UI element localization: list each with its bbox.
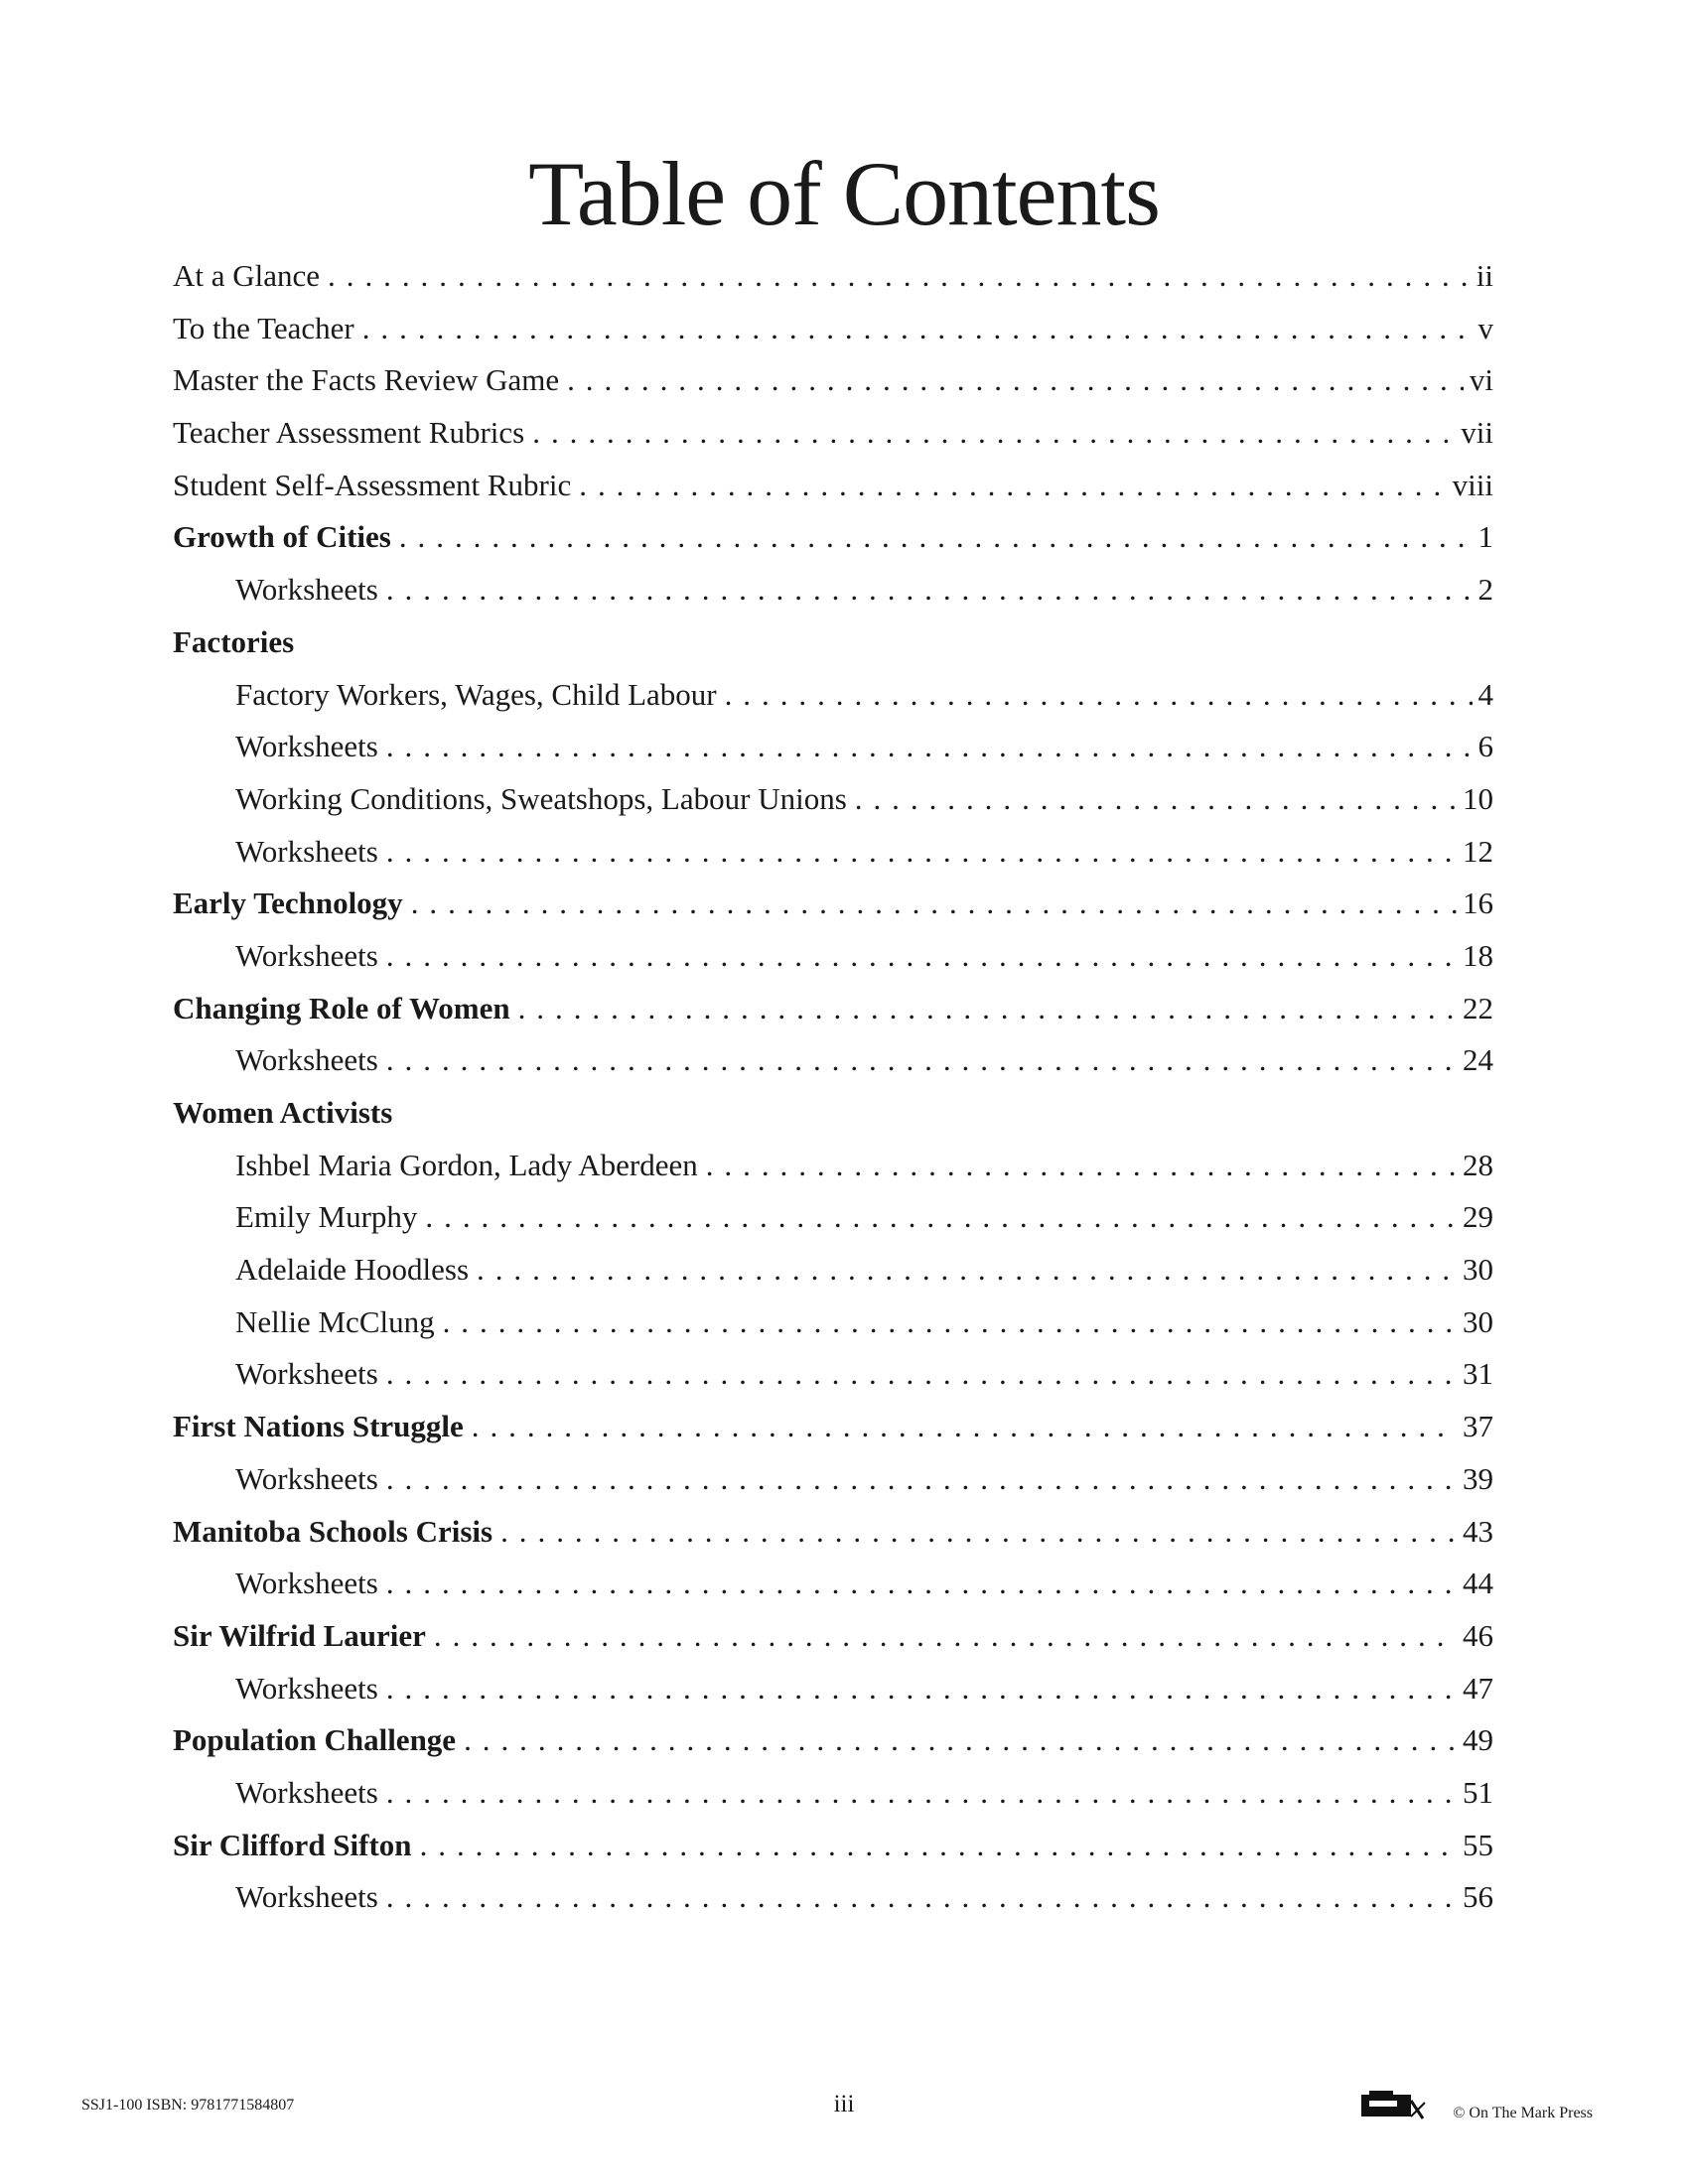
toc-entry-page: ii bbox=[1476, 258, 1493, 293]
toc-entry bbox=[173, 1767, 1493, 1820]
toc-entry-page: 47 bbox=[1463, 1670, 1493, 1706]
dot-leader bbox=[386, 1034, 1457, 1087]
toc-entry bbox=[173, 354, 1493, 407]
dot-leader bbox=[411, 878, 1457, 930]
dot-leader bbox=[725, 669, 1473, 722]
toc-entry bbox=[173, 773, 1493, 826]
dot-leader bbox=[434, 1610, 1457, 1663]
page-title: Table of Contents bbox=[528, 143, 1160, 244]
toc-entry-page: 2 bbox=[1477, 572, 1493, 608]
toc-entry-page: 6 bbox=[1477, 729, 1493, 764]
toc-entry-page: 31 bbox=[1463, 1356, 1493, 1392]
toc-entry-page: 16 bbox=[1463, 886, 1493, 921]
toc-entry-label: To the Teacher bbox=[173, 310, 354, 345]
dot-leader bbox=[386, 1663, 1457, 1715]
toc-entry-label: Worksheets bbox=[235, 1879, 378, 1915]
toc-entry bbox=[173, 1087, 1493, 1140]
press-logo-icon bbox=[1359, 2089, 1439, 2122]
toc-entry-page: 56 bbox=[1463, 1879, 1493, 1915]
toc-entry-label: Growth of Cities bbox=[173, 519, 391, 555]
dot-leader bbox=[579, 460, 1446, 512]
dot-leader bbox=[477, 1244, 1457, 1297]
toc-entry-label: Women Activists bbox=[173, 1095, 393, 1130]
toc-entry bbox=[173, 669, 1493, 722]
toc-entry-label: Manitoba Schools Crisis bbox=[173, 1513, 493, 1549]
toc-entry-page: 1 bbox=[1477, 519, 1493, 555]
dot-leader bbox=[386, 564, 1473, 616]
toc-entry-page: 29 bbox=[1463, 1199, 1493, 1235]
toc-entry-label: Worksheets bbox=[235, 937, 378, 973]
toc-entry-label: Worksheets bbox=[235, 1670, 378, 1706]
toc-entry-label: Master the Facts Review Game bbox=[173, 362, 560, 398]
toc-entry bbox=[173, 983, 1493, 1035]
toc-entry bbox=[173, 1610, 1493, 1663]
toc-entry-label: Sir Clifford Sifton bbox=[173, 1827, 412, 1862]
dot-leader bbox=[386, 721, 1473, 773]
toc-entry bbox=[173, 930, 1493, 983]
dot-leader bbox=[464, 1714, 1457, 1767]
dot-leader bbox=[532, 407, 1455, 460]
dot-leader bbox=[386, 1558, 1457, 1610]
toc-entry-label: First Nations Struggle bbox=[173, 1409, 464, 1444]
toc-entry-label: Worksheets bbox=[235, 729, 378, 764]
footer-copyright: © On The Mark Press bbox=[1453, 2105, 1593, 2121]
toc-entry-label: Factory Workers, Wages, Child Labour bbox=[235, 676, 717, 712]
dot-leader bbox=[386, 1767, 1457, 1820]
toc-entry bbox=[173, 564, 1493, 616]
toc-entry-label: Worksheets bbox=[235, 1566, 378, 1601]
toc-entry bbox=[173, 1506, 1493, 1559]
toc-entry bbox=[173, 1714, 1493, 1767]
toc-entry-page: 37 bbox=[1463, 1409, 1493, 1444]
toc-entry-label: Worksheets bbox=[235, 1460, 378, 1496]
dot-leader bbox=[472, 1401, 1457, 1453]
toc-entry-page: 30 bbox=[1463, 1252, 1493, 1288]
dot-leader bbox=[386, 1453, 1457, 1506]
dot-leader bbox=[443, 1297, 1457, 1349]
table-of-contents bbox=[173, 250, 1493, 1924]
toc-entry-label: Worksheets bbox=[235, 833, 378, 869]
toc-entry bbox=[173, 1348, 1493, 1401]
dot-leader bbox=[386, 826, 1457, 879]
toc-entry-page: 12 bbox=[1463, 833, 1493, 869]
toc-entry-page: 22 bbox=[1463, 990, 1493, 1025]
toc-entry-page: v bbox=[1477, 310, 1493, 345]
footer-isbn: SSJ1-100 ISBN: 9781771584807 bbox=[81, 2097, 295, 2114]
toc-entry bbox=[173, 1820, 1493, 1872]
toc-entry-page: 46 bbox=[1463, 1617, 1493, 1653]
toc-entry-page: 18 bbox=[1463, 937, 1493, 973]
toc-entry-page: 49 bbox=[1463, 1722, 1493, 1758]
footer-publisher bbox=[1359, 2097, 1593, 2130]
toc-entry bbox=[173, 721, 1493, 773]
dot-leader bbox=[399, 511, 1473, 564]
dot-leader bbox=[420, 1820, 1457, 1872]
toc-entry bbox=[173, 1034, 1493, 1087]
toc-entry-page: 24 bbox=[1463, 1042, 1493, 1078]
toc-entry-label: Adelaide Hoodless bbox=[235, 1252, 470, 1288]
toc-entry bbox=[173, 250, 1493, 303]
dot-leader bbox=[500, 1506, 1457, 1559]
dot-leader bbox=[386, 930, 1457, 983]
toc-entry-page: 28 bbox=[1463, 1147, 1493, 1182]
dot-leader bbox=[386, 1871, 1457, 1924]
toc-entry-label: Worksheets bbox=[235, 572, 378, 608]
toc-entry-page: 39 bbox=[1463, 1460, 1493, 1496]
dot-leader bbox=[425, 1191, 1457, 1244]
footer-page-number: iii bbox=[833, 2091, 855, 2117]
toc-entry-label: Sir Wilfrid Laurier bbox=[173, 1617, 426, 1653]
toc-entry bbox=[173, 1401, 1493, 1453]
dot-leader bbox=[328, 250, 1471, 303]
toc-entry-label: Nellie McClung bbox=[235, 1303, 435, 1339]
toc-entry bbox=[173, 1297, 1493, 1349]
toc-entry-label: Changing Role of Women bbox=[173, 990, 510, 1025]
toc-entry bbox=[173, 1558, 1493, 1610]
toc-entry-page: vii bbox=[1461, 415, 1493, 451]
toc-entry-label: Emily Murphy bbox=[235, 1199, 418, 1235]
toc-entry-label: Early Technology bbox=[173, 886, 403, 921]
toc-entry-page: 30 bbox=[1463, 1303, 1493, 1339]
toc-entry-label: Working Conditions, Sweatshops, Labour Unions bbox=[235, 780, 847, 816]
page-footer bbox=[0, 2091, 1688, 2136]
toc-entry-page: 10 bbox=[1463, 780, 1493, 816]
toc-entry-page: viii bbox=[1452, 467, 1493, 502]
toc-entry bbox=[173, 460, 1493, 512]
toc-entry bbox=[173, 1871, 1493, 1924]
dot-leader bbox=[567, 354, 1464, 407]
dot-leader bbox=[362, 303, 1473, 355]
toc-entry bbox=[173, 1191, 1493, 1244]
toc-entry-page: vi bbox=[1469, 362, 1493, 398]
toc-entry-page: 43 bbox=[1463, 1513, 1493, 1549]
toc-entry-label: Worksheets bbox=[235, 1774, 378, 1810]
toc-entry-label: Worksheets bbox=[235, 1356, 378, 1392]
toc-entry bbox=[173, 1244, 1493, 1297]
toc-entry-label: Teacher Assessment Rubrics bbox=[173, 415, 525, 451]
toc-entry bbox=[173, 511, 1493, 564]
toc-entry-page: 55 bbox=[1463, 1827, 1493, 1862]
toc-entry bbox=[173, 1453, 1493, 1506]
toc-entry bbox=[173, 303, 1493, 355]
toc-entry-page: 44 bbox=[1463, 1566, 1493, 1601]
toc-entry-label: Factories bbox=[173, 623, 295, 659]
dot-leader bbox=[518, 983, 1457, 1035]
toc-entry bbox=[173, 1140, 1493, 1192]
toc-entry bbox=[173, 878, 1493, 930]
toc-entry-label: At a Glance bbox=[173, 258, 321, 293]
toc-entry-label: Ishbel Maria Gordon, Lady Aberdeen bbox=[235, 1147, 698, 1182]
toc-entry-label: Worksheets bbox=[235, 1042, 378, 1078]
toc-entry bbox=[173, 616, 1493, 669]
toc-entry bbox=[173, 407, 1493, 460]
dot-leader bbox=[386, 1348, 1457, 1401]
toc-entry-label: Student Self-Assessment Rubric bbox=[173, 467, 572, 502]
toc-entry-page: 4 bbox=[1477, 676, 1493, 712]
dot-leader bbox=[855, 773, 1457, 826]
dot-leader bbox=[706, 1140, 1457, 1192]
toc-entry bbox=[173, 1663, 1493, 1715]
toc-entry bbox=[173, 826, 1493, 879]
toc-entry-label: Population Challenge bbox=[173, 1722, 457, 1758]
toc-entry-page: 51 bbox=[1463, 1774, 1493, 1810]
